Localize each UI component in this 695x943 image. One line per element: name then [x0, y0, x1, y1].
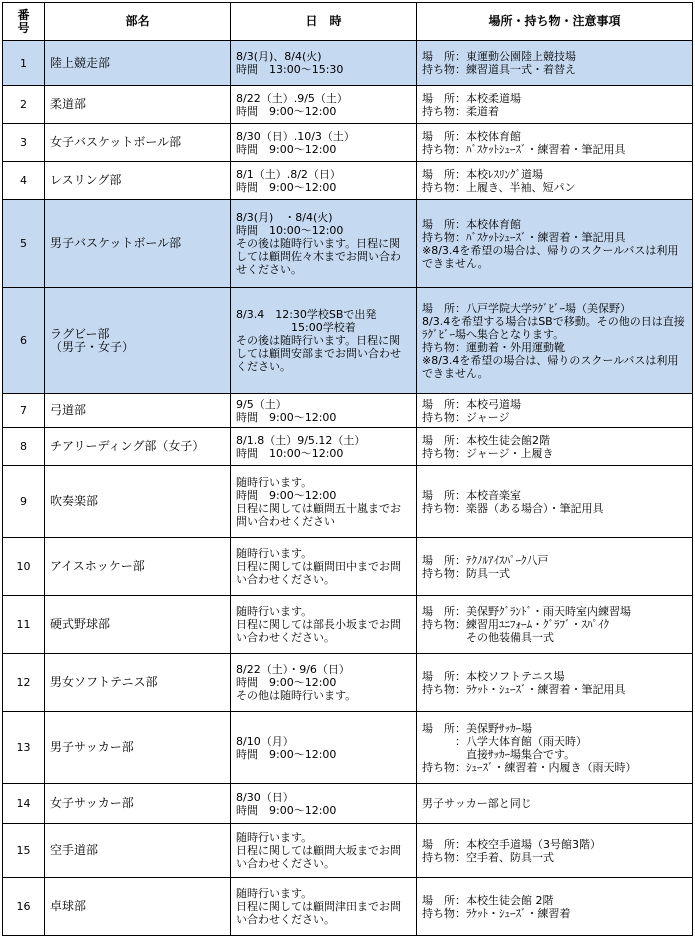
details-cell: 場 所：ﾃｸﾉﾙｱｲｽﾊﾟｰｸ八戸 持ち物：防具一式 — [417, 538, 693, 596]
row-number: 1 — [3, 41, 45, 86]
club-name: 男子サッカー部 — [45, 712, 231, 784]
table-row — [3, 394, 693, 428]
row-number: 14 — [3, 784, 45, 824]
schedule-cell: 8/3(月) ・8/4(火) 時間 10:00～12:00 その後は随時行います。日程に関しては顧問佐々木までお問い合わせください。 — [231, 200, 417, 288]
table-row — [3, 712, 693, 784]
table-row — [3, 824, 693, 878]
table-row — [3, 124, 693, 162]
details-cell: 場 所：本校ソフトテニス場 持ち物：ﾗｹｯﾄ・ｼｭｰｽﾞ・練習着・筆記用具 — [417, 654, 693, 712]
table-row — [3, 466, 693, 538]
row-number: 4 — [3, 162, 45, 200]
schedule-cell: 随時行います。 日程に関しては顧問津田までお問い合わせください。 — [231, 878, 417, 936]
row-number: 10 — [3, 538, 45, 596]
club-name: 陸上競走部 — [45, 41, 231, 86]
club-name: 女子バスケットボール部 — [45, 124, 231, 162]
club-name: 男女ソフトテニス部 — [45, 654, 231, 712]
schedule-cell: 随時行います。 日程に関しては顧問田中までお問い合わせください。 — [231, 538, 417, 596]
row-number: 3 — [3, 124, 45, 162]
schedule-cell: 8/10（月） 時間 9:00～12:00 — [231, 712, 417, 784]
details-cell: 場 所：東運動公園陸上競技場 持ち物：練習道具一式・着替え — [417, 41, 693, 86]
table-row — [3, 878, 693, 936]
row-number: 11 — [3, 596, 45, 654]
header-schedule: 日 時 — [231, 3, 417, 41]
row-number: 16 — [3, 878, 45, 936]
table-row — [3, 784, 693, 824]
details-cell: 場 所：本校生徒会館2階 持ち物：ジャージ・上履き — [417, 428, 693, 466]
details-cell: 場 所：本校体育館 持ち物：ﾊﾞｽｹｯﾄｼｭｰｽﾞ・練習着・筆記用具 — [417, 124, 693, 162]
schedule-cell: 8/22（土）.9/5（土） 時間 9:00～12:00 — [231, 86, 417, 124]
club-name: チアリーディング部（女子） — [45, 428, 231, 466]
schedule-cell: 8/3(月)、8/4(火) 時間 13:00～15:30 — [231, 41, 417, 86]
details-cell: 場 所：八戸学院大学ﾗｸﾞﾋﾞｰ場（美保野） 8/3.4を希望する場合はSBで移動。その他の日は直接ﾗｸﾞﾋﾞｰ場へ集合となります。 持ち物：運動着・外用運動靴 ※8/3.4を希望の場合は、帰りのスクールバスは利用できません。 — [417, 288, 693, 394]
club-schedule-table — [2, 2, 693, 936]
schedule-cell: 9/5（土） 時間 9:00～12:00 — [231, 394, 417, 428]
row-number: 8 — [3, 428, 45, 466]
schedule-cell: 随時行います。 日程に関しては顧問大坂までお問い合わせください。 — [231, 824, 417, 878]
details-cell: 場 所：本校音楽室 持ち物：楽器（ある場合）・筆記用具 — [417, 466, 693, 538]
club-name: 女子サッカー部 — [45, 784, 231, 824]
row-number: 13 — [3, 712, 45, 784]
table-row — [3, 200, 693, 288]
table-row — [3, 596, 693, 654]
table-row — [3, 288, 693, 394]
schedule-cell: 8/30（日）.10/3（土） 時間 9:00～12:00 — [231, 124, 417, 162]
row-number: 15 — [3, 824, 45, 878]
row-number: 5 — [3, 200, 45, 288]
club-name: アイスホッケー部 — [45, 538, 231, 596]
header-club: 部名 — [45, 3, 231, 41]
table-row — [3, 86, 693, 124]
club-name: 吹奏楽部 — [45, 466, 231, 538]
club-name: レスリング部 — [45, 162, 231, 200]
club-name: 空手道部 — [45, 824, 231, 878]
row-number: 9 — [3, 466, 45, 538]
row-number: 2 — [3, 86, 45, 124]
schedule-cell: 随時行います。 日程に関しては部長小坂までお問い合わせください。 — [231, 596, 417, 654]
club-name: ラグビー部 （男子・女子） — [45, 288, 231, 394]
schedule-cell: 8/1（土）.8/2（日） 時間 9:00～12:00 — [231, 162, 417, 200]
table-body — [3, 41, 693, 936]
club-name: 弓道部 — [45, 394, 231, 428]
table-row — [3, 162, 693, 200]
schedule-cell: 8/1.8（土）9/5.12（土） 時間 10:00～12:00 — [231, 428, 417, 466]
row-number: 6 — [3, 288, 45, 394]
schedule-cell: 8/30（日） 時間 9:00～12:00 — [231, 784, 417, 824]
club-name: 硬式野球部 — [45, 596, 231, 654]
club-name: 男子バスケットボール部 — [45, 200, 231, 288]
details-cell: 場 所：本校体育館 持ち物：ﾊﾞｽｹｯﾄｼｭｰｽﾞ・練習着・筆記用具 ※8/3.4を希望の場合は、帰りのスクールバスは利用できません。 — [417, 200, 693, 288]
schedule-cell: 8/3.4 12:30学校SBで出発 15:00学校着 その後は随時行います。日程に関しては顧問安部までお問い合わせください。 — [231, 288, 417, 394]
details-cell: 場 所：本校弓道場 持ち物：ジャージ — [417, 394, 693, 428]
schedule-cell: 8/22（土）・9/6（日） 時間 9:00～12:00 その他は随時行います。 — [231, 654, 417, 712]
header-row — [3, 3, 693, 41]
table-row — [3, 41, 693, 86]
details-cell: 場 所：本校ﾚｽﾘﾝｸﾞ道場 持ち物：上履き、半袖、短パン — [417, 162, 693, 200]
details-cell: 場 所：美保野ｸﾞﾗﾝﾄﾞ・雨天時室内練習場 持ち物：練習用ﾕﾆﾌｫｰﾑ・ｸﾞﾗﾌﾞ・ｽﾊﾟｲｸ その他装備具一式 — [417, 596, 693, 654]
table-row — [3, 654, 693, 712]
details-cell: 男子サッカー部と同じ — [417, 784, 693, 824]
row-number: 12 — [3, 654, 45, 712]
table-row — [3, 538, 693, 596]
header-number: 番 号 — [3, 3, 45, 41]
club-name: 柔道部 — [45, 86, 231, 124]
details-cell: 場 所：本校柔道場 持ち物：柔道着 — [417, 86, 693, 124]
table-row — [3, 428, 693, 466]
row-number: 7 — [3, 394, 45, 428]
header-details: 場所・持ち物・注意事項 — [417, 3, 693, 41]
club-name: 卓球部 — [45, 878, 231, 936]
schedule-cell: 随時行います。 時間 9:00～12:00 日程に関しては顧問五十嵐までお問い合わせください — [231, 466, 417, 538]
details-cell: 場 所：本校生徒会館 2階 持ち物：ﾗｹｯﾄ・ｼｭｰｽﾞ・練習着 — [417, 878, 693, 936]
details-cell: 場 所：美保野ｻｯｶｰ場 ：八学大体育館（雨天時） 直接ｻｯｶｰ場集合です。 持ち物：ｼｭｰｽﾞ・練習着・内履き（雨天時） — [417, 712, 693, 784]
details-cell: 場 所：本校空手道場（3号館3階） 持ち物：空手着、防具一式 — [417, 824, 693, 878]
